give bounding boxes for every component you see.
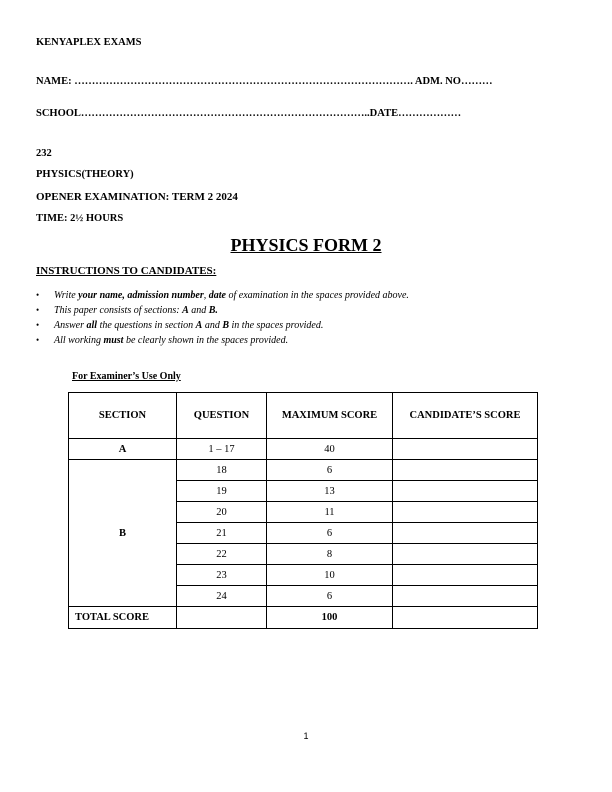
candidate-score-cell[interactable] xyxy=(393,439,538,460)
instruction-text: Write your name, admission number, date of examination in the spaces provided above. xyxy=(54,290,409,301)
list-item xyxy=(36,318,409,333)
question-cell: 19 xyxy=(177,481,267,502)
question-cell: 1 – 17 xyxy=(177,439,267,460)
question-cell: 23 xyxy=(177,565,267,586)
candidate-score-cell[interactable] xyxy=(393,523,538,544)
exam-time: TIME: 2½ HOURS xyxy=(36,213,124,224)
instructions-list xyxy=(36,288,409,348)
max-score-cell: 11 xyxy=(267,502,393,523)
max-score-cell: 8 xyxy=(267,544,393,565)
list-item xyxy=(36,333,409,348)
col-header-max-score: MAXIMUM SCORE xyxy=(267,393,393,439)
candidate-score-cell[interactable] xyxy=(393,460,538,481)
max-score-cell: 13 xyxy=(267,481,393,502)
list-item xyxy=(36,288,409,303)
col-header-question: QUESTION xyxy=(177,393,267,439)
table-row xyxy=(69,439,538,460)
total-label: TOTAL SCORE xyxy=(69,607,177,629)
page-title: PHYSICS FORM 2 xyxy=(230,235,382,255)
col-header-candidate-score: CANDIDATE’S SCORE xyxy=(393,393,538,439)
instruction-text: Answer all the questions in section A and B in the spaces provided. xyxy=(54,320,324,331)
paper-code: 232 xyxy=(36,148,52,159)
question-cell: 21 xyxy=(177,523,267,544)
list-item xyxy=(36,303,409,318)
bullet-icon: • xyxy=(36,290,40,300)
question-cell: 18 xyxy=(177,460,267,481)
max-score-cell: 6 xyxy=(267,586,393,607)
bullet-icon: • xyxy=(36,320,40,330)
instructions-heading: INSTRUCTIONS TO CANDIDATES: xyxy=(36,265,217,277)
score-table xyxy=(68,392,538,629)
table-header-row xyxy=(69,393,538,439)
candidate-score-cell[interactable] xyxy=(393,481,538,502)
question-cell: 20 xyxy=(177,502,267,523)
candidate-score-cell[interactable] xyxy=(393,544,538,565)
bullet-icon: • xyxy=(36,335,40,345)
max-score-cell: 6 xyxy=(267,460,393,481)
total-candidate-score-cell[interactable] xyxy=(393,607,538,629)
total-max-score: 100 xyxy=(267,607,393,629)
max-score-cell: 10 xyxy=(267,565,393,586)
exam-provider: KENYAPLEX EXAMS xyxy=(36,37,142,48)
examiner-label: For Examiner’s Use Only xyxy=(72,371,181,382)
total-row xyxy=(69,607,538,629)
page-number: 1 xyxy=(303,731,309,741)
instruction-text: All working must be clearly shown in the spaces provided. xyxy=(54,335,289,346)
exam-name: OPENER EXAMINATION: TERM 2 2024 xyxy=(36,191,238,203)
question-cell: 22 xyxy=(177,544,267,565)
total-question-cell xyxy=(177,607,267,629)
bullet-icon: • xyxy=(36,305,40,315)
instruction-text: This paper consists of sections: A and B. xyxy=(54,305,218,316)
section-cell: A xyxy=(69,439,177,460)
question-cell: 24 xyxy=(177,586,267,607)
table-row xyxy=(69,460,538,481)
section-cell: B xyxy=(69,460,177,607)
subject: PHYSICS(THEORY) xyxy=(36,169,134,180)
candidate-score-cell[interactable] xyxy=(393,565,538,586)
max-score-cell: 40 xyxy=(267,439,393,460)
candidate-score-cell[interactable] xyxy=(393,586,538,607)
school-date-line: SCHOOL………………………………………………………………………..DATE……………… xyxy=(36,108,462,119)
max-score-cell: 6 xyxy=(267,523,393,544)
col-header-section: SECTION xyxy=(69,393,177,439)
name-admission-line: NAME: ……………………………………………………………………………………. ADM. NO……… xyxy=(36,76,493,87)
candidate-score-cell[interactable] xyxy=(393,502,538,523)
